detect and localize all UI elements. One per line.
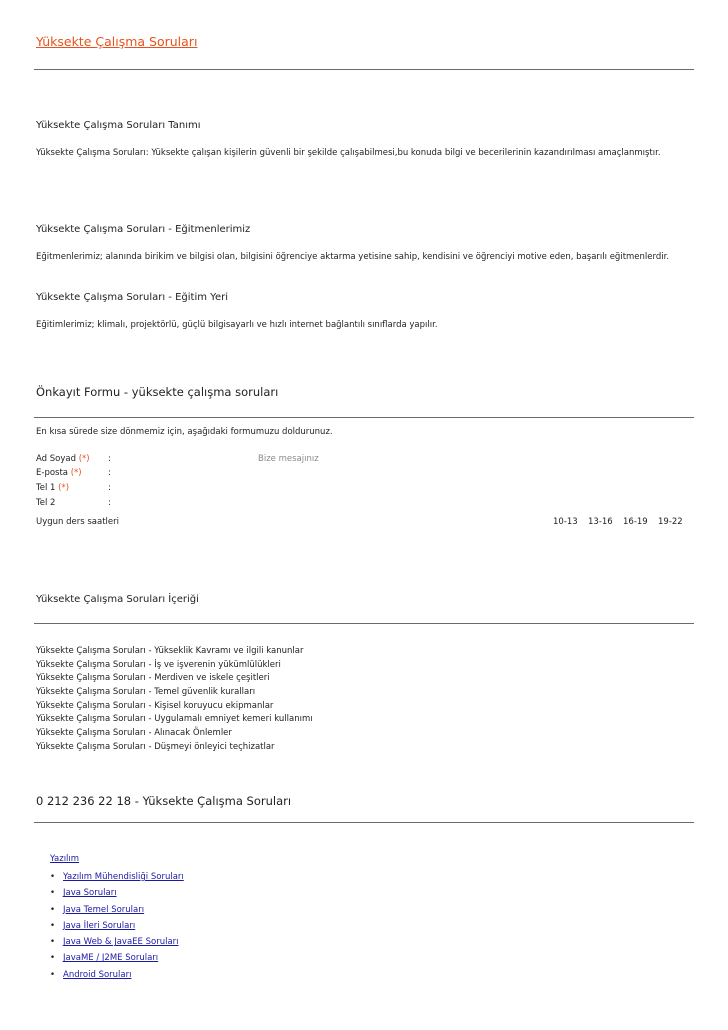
nav-list <box>50 869 184 983</box>
name-field-label: Ad Soyad (*) <box>36 454 90 464</box>
required-mark: (*) <box>70 468 82 478</box>
content-item: Yüksekte Çalışma Soruları - Temel güvenlik kuralları <box>36 687 256 697</box>
nav-list-item <box>50 950 184 966</box>
content-item: Yüksekte Çalışma Soruları - Kişisel koruyucu ekipmanlar <box>36 701 274 711</box>
required-mark: (*) <box>78 454 90 464</box>
hours-option-3[interactable]: 16-19 <box>623 517 648 527</box>
nav-list-item <box>50 869 184 885</box>
name-field-input[interactable]: : <box>108 454 111 464</box>
page-title-link[interactable]: Yüksekte Çalışma Soruları <box>36 34 198 49</box>
tel2-field-label: Tel 2 <box>36 498 56 508</box>
bullet-icon: • <box>50 937 56 948</box>
email-field-input[interactable]: : <box>108 468 111 478</box>
hours-option-1[interactable]: 10-13 <box>553 517 578 527</box>
hours-option-2[interactable]: 13-16 <box>588 517 613 527</box>
definition-text: Yüksekte Çalışma Soruları: Yüksekte çalışan kişilerin güvenli bir şekilde çalışabilmesi,bu konuda bilgi ve becerilerinin kazandırılması amaçlanmıştır. <box>36 148 661 158</box>
trainers-text: Eğitmenlerimiz; alanında birikim ve bilgisi olan, bilgisini öğrenciye aktarma yetisine sahip, kendisini ve öğrenciyi motive eden, başarılı eğitmenlerdir. <box>36 252 670 262</box>
content-item: Yüksekte Çalışma Soruları - Yükseklik Kavramı ve ilgili kanunlar <box>36 646 304 656</box>
bullet-icon: • <box>50 904 56 915</box>
content-divider <box>34 623 694 624</box>
form-heading: Önkayıt Formu - yüksekte çalışma soruları <box>36 385 279 399</box>
header-divider <box>34 69 694 70</box>
content-item: Yüksekte Çalışma Soruları - İş ve işverenin yükümlülükleri <box>36 660 281 670</box>
hours-label: Uygun ders saatleri <box>36 517 119 527</box>
trainers-heading: Yüksekte Çalışma Soruları - Eğitmenlerimiz <box>36 224 251 235</box>
nav-link-java-advanced[interactable]: Java İleri Soruları <box>63 920 136 931</box>
content-item: Yüksekte Çalışma Soruları - Merdiven ve iskele çeşitleri <box>36 673 270 683</box>
bullet-icon: • <box>50 969 56 980</box>
nav-link-software-engineering[interactable]: Yazılım Mühendisliği Soruları <box>63 872 184 882</box>
nav-link-java[interactable]: Java Soruları <box>63 888 117 899</box>
nav-list-item <box>50 885 184 901</box>
email-field-label: E-posta (*) <box>36 468 82 478</box>
nav-list-item <box>50 918 184 934</box>
form-divider <box>34 417 694 418</box>
nav-list-item <box>50 934 184 950</box>
bullet-icon: • <box>50 920 56 931</box>
nav-link-java-basic[interactable]: Java Temel Soruları <box>63 904 145 915</box>
contact-line: 0 212 236 22 18 - Yüksekte Çalışma Soruları <box>36 794 292 808</box>
content-item: Yüksekte Çalışma Soruları - Düşmeyi önleyici teçhizatlar <box>36 742 275 752</box>
required-mark: (*) <box>58 483 70 493</box>
nav-link-javame[interactable]: JavaME / J2ME Soruları <box>63 953 159 964</box>
tel2-field-input[interactable]: : <box>108 498 111 508</box>
nav-list-item <box>50 967 184 983</box>
nav-heading-link[interactable]: Yazılım <box>50 854 80 864</box>
content-heading: Yüksekte Çalışma Soruları İçeriği <box>36 594 199 605</box>
nav-link-android[interactable]: Android Soruları <box>63 969 132 980</box>
bullet-icon: • <box>50 872 56 882</box>
place-text: Eğitimlerimiz; klimalı, projektörlü, güçlü bilgisayarlı ve hızlı internet bağlantılı sınıflarda yapılır. <box>36 320 438 330</box>
tel1-field-label: Tel 1 (*) <box>36 483 70 493</box>
nav-list-item <box>50 902 184 918</box>
content-item: Yüksekte Çalışma Soruları - Uygulamalı emniyet kemeri kullanımı <box>36 714 313 724</box>
form-intro: En kısa sürede size dönmemiz için, aşağıdaki formumuzu doldurunuz. <box>36 427 333 437</box>
contact-divider <box>34 822 694 823</box>
bullet-icon: • <box>50 953 56 964</box>
message-textarea[interactable]: Bize mesajınız <box>258 454 319 464</box>
definition-heading: Yüksekte Çalışma Soruları Tanımı <box>36 120 201 131</box>
place-heading: Yüksekte Çalışma Soruları - Eğitim Yeri <box>36 292 228 303</box>
tel1-field-input[interactable]: : <box>108 483 111 493</box>
bullet-icon: • <box>50 888 56 899</box>
content-item: Yüksekte Çalışma Soruları - Alınacak Önlemler <box>36 728 232 738</box>
hours-option-4[interactable]: 19-22 <box>658 517 683 527</box>
nav-link-java-web[interactable]: Java Web & JavaEE Soruları <box>63 937 179 948</box>
